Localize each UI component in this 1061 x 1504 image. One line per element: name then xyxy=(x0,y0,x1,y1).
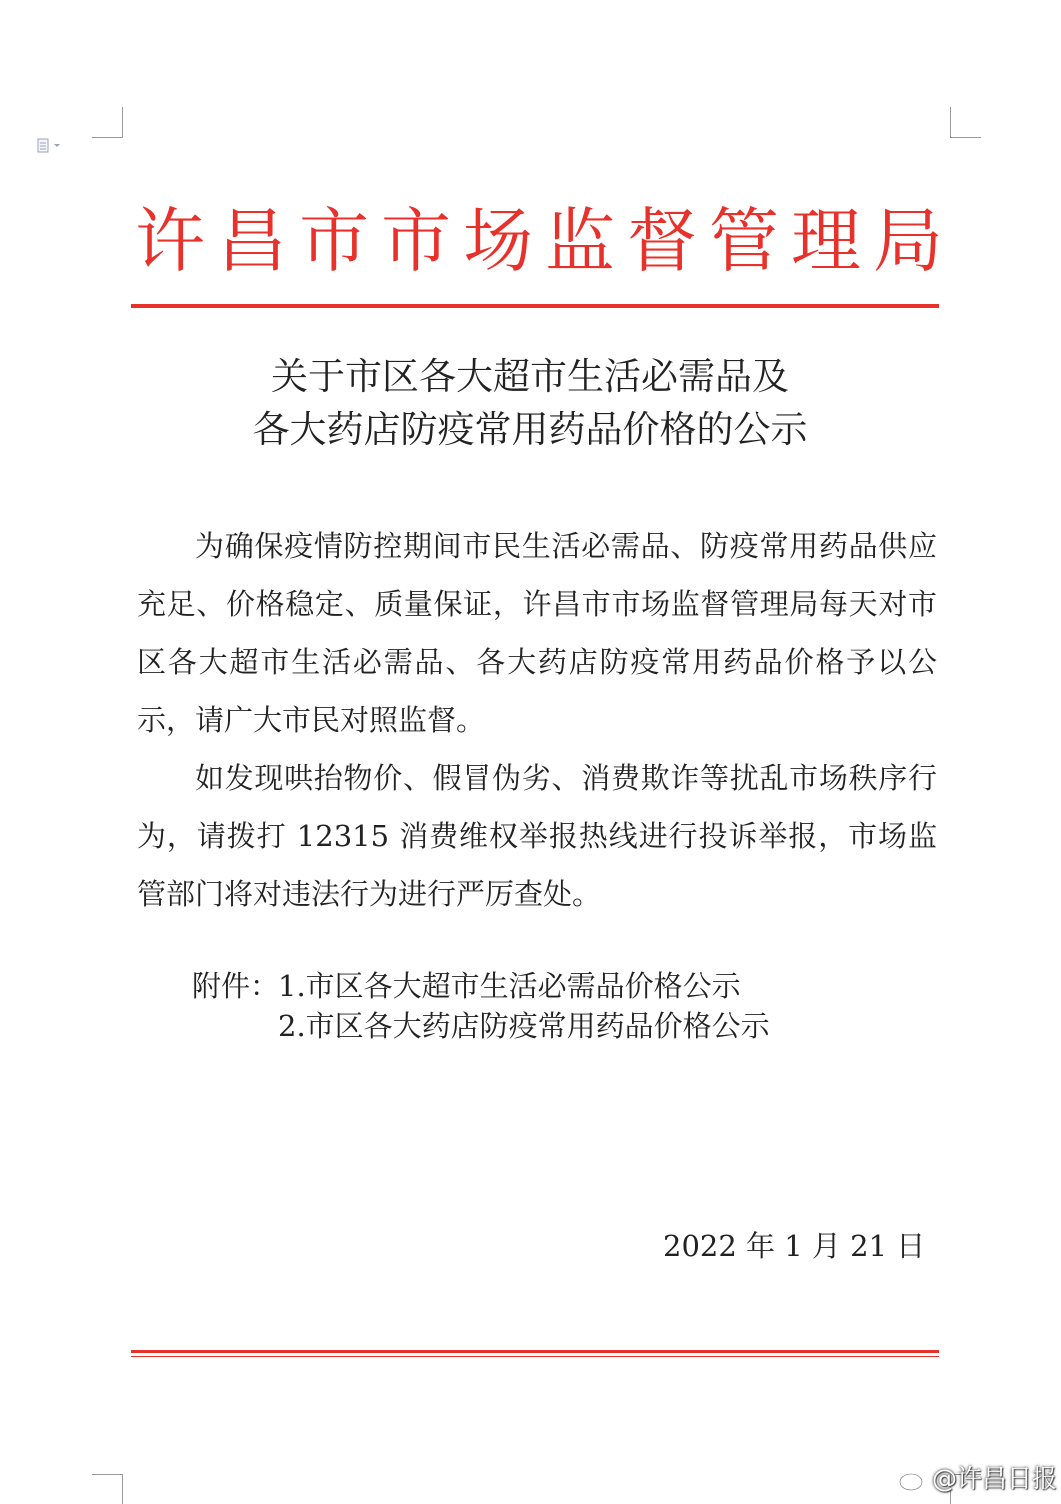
watermark xyxy=(898,1462,1057,1496)
crop-mark-bottom-left xyxy=(92,1474,123,1504)
document-body xyxy=(137,517,937,923)
attachment-item-2: 2.市区各大药店防疫常用药品价格公示 xyxy=(278,1009,770,1043)
agency-header: 许昌市市场监督管理局 xyxy=(135,200,955,282)
title-line-2: 各大药店防疫常用药品价格的公示 xyxy=(252,408,808,451)
watermark-text: @许昌日报 xyxy=(932,1464,1058,1493)
footer-red-rule-thin xyxy=(131,1356,939,1357)
paragraph-2: 如发现哄抬物价、假冒伪劣、消费欺诈等扰乱市场秩序行为，请拨打 12315 消费维权举报热线进行投诉举报，市场监管部门将对违法行为进行严厉查处。 xyxy=(137,761,937,911)
attachments-label: 附件： xyxy=(192,969,280,1003)
document-date: 2022 年 1 月 21 日 xyxy=(663,1229,926,1263)
footer-red-rule xyxy=(131,1350,939,1353)
title-line-1: 关于市区各大超市生活必需品及 xyxy=(271,355,789,398)
crop-mark-top-right xyxy=(950,107,981,138)
attachments xyxy=(192,966,770,1046)
document-icon[interactable] xyxy=(37,138,63,154)
paragraph-1: 为确保疫情防控期间市民生活必需品、防疫常用药品供应充足、价格稳定、质量保证，许昌市市场监督管理局每天对市区各大超市生活必需品、各大药店防疫常用药品价格予以公示，请广大市民对照监督。 xyxy=(137,529,937,737)
crop-mark-top-left xyxy=(92,107,123,138)
header-red-rule xyxy=(131,304,939,308)
document-title xyxy=(100,350,960,456)
weibo-icon xyxy=(898,1466,928,1492)
attachment-item-1: 1.市区各大超市生活必需品价格公示 xyxy=(278,969,741,1003)
